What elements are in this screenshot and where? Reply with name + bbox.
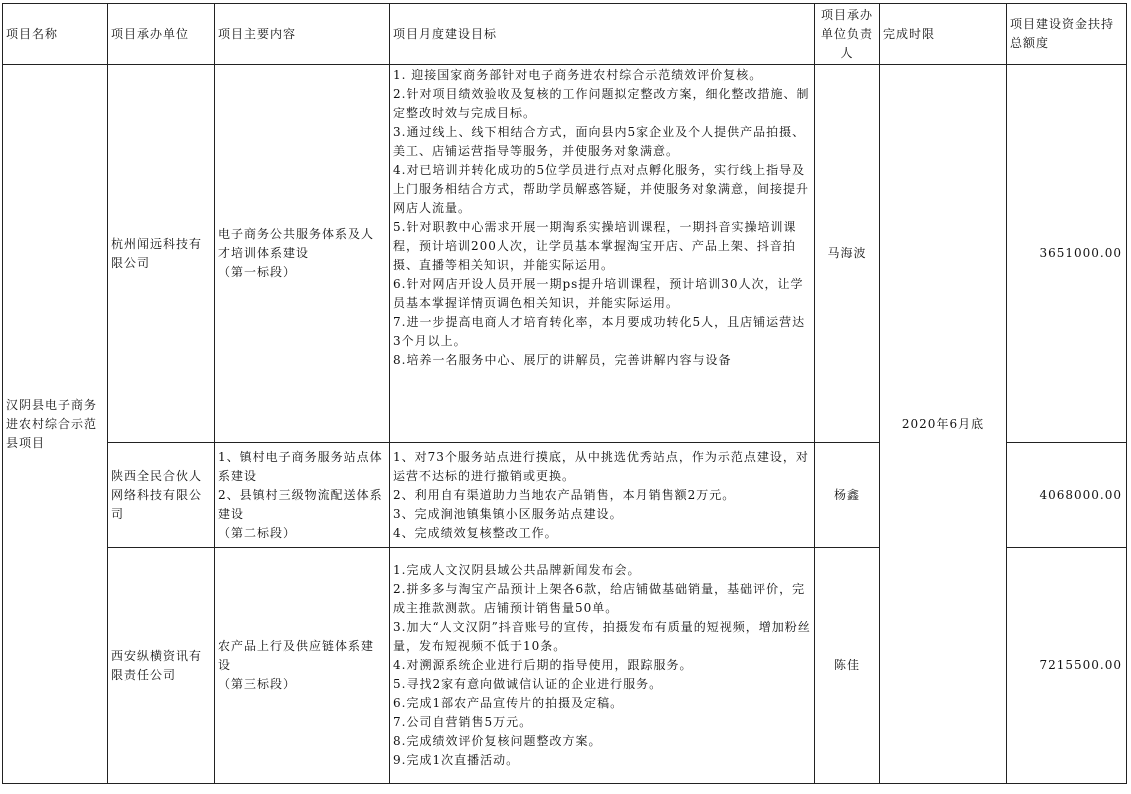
- goal-line: 2.针对项目绩效验收及复核的工作问题拟定整改方案，细化整改措施、制定整改时效与完成目标。: [393, 87, 810, 120]
- content-line: （第三标段）: [218, 677, 297, 691]
- content-line: （第一标段）: [218, 265, 297, 279]
- goal-line: 7.进一步提高电商人才培育转化率，本月要成功转化5人，且店铺运营达3个月以上。: [393, 315, 806, 348]
- goals-cell[interactable]: [390, 443, 815, 548]
- goal-line: 1. 迎接国家商务部针对电子商务进农村综合示范绩效评价复核。: [393, 68, 763, 82]
- funds-cell[interactable]: 3651000.00: [1007, 65, 1127, 443]
- unit-cell[interactable]: 西安纵横资讯有限责任公司: [108, 548, 215, 784]
- content-line: 电子商务公共服务体系及人才培训体系建设: [218, 227, 375, 260]
- goal-line: 1.完成人文汉阴县域公共品牌新闻发布会。: [393, 563, 641, 577]
- funds-cell[interactable]: 4068000.00: [1007, 443, 1127, 548]
- content-line: 1、镇村电子商务服务站点体系建设: [218, 449, 383, 483]
- unit-cell[interactable]: 陕西全民合伙人网络科技有限公司: [108, 443, 215, 548]
- goal-line: 1、对73个服务站点进行摸底，从中挑选优秀站点，作为示范点建设，对运营不达标的进行撤销或更换。: [393, 449, 809, 483]
- content-line: （第二标段）: [218, 525, 297, 540]
- content-cell[interactable]: [215, 548, 390, 784]
- goal-line: 4.对已培训并转化成功的5位学员进行点对点孵化服务，实行线上指导及上门服务相结合方式，帮助学员解惑答疑，并使服务对象满意，间接提升网店人流量。: [393, 163, 810, 215]
- content-line: 农产品上行及供应链体系建设: [218, 639, 375, 672]
- goal-line: 9.完成1次直播活动。: [393, 753, 520, 767]
- header-name[interactable]: 项目名称: [3, 4, 108, 65]
- goal-line: 8.培养一名服务中心、展厅的讲解员，完善讲解内容与设备: [393, 353, 732, 367]
- content-cell[interactable]: [215, 65, 390, 443]
- goal-line: 6.针对网店开设人员开展一期ps提升培训课程，预计培训30人次，让学员基本掌握详情页调色相关知识，并能实际运用。: [393, 277, 804, 310]
- goal-line: 4.对溯源系统企业进行后期的指导使用，跟踪服务。: [393, 658, 693, 672]
- person-cell[interactable]: 杨鑫: [815, 443, 880, 548]
- project-table: [2, 3, 1127, 784]
- funds-cell[interactable]: 7215500.00: [1007, 548, 1127, 784]
- goal-line: 7.公司自营销售5万元。: [393, 715, 533, 729]
- person-cell[interactable]: 马海波: [815, 65, 880, 443]
- goal-line: 8.完成绩效评价复核问题整改方案。: [393, 734, 602, 748]
- header-funds[interactable]: 项目建设资金扶持总额度: [1007, 4, 1127, 65]
- goals-cell[interactable]: [390, 548, 815, 784]
- deadline-cell[interactable]: 2020年6月底: [880, 65, 1007, 784]
- project-name-cell[interactable]: 汉阴县电子商务进农村综合示范县项目: [3, 65, 108, 784]
- goal-line: 5.针对职教中心需求开展一期淘系实操培训课程，一期抖音实操培训课程，预计培训200人次，让学员基本掌握淘宝开店、产品上架、抖音拍摄、直播等相关知识，并能实际运用。: [393, 220, 797, 272]
- header-person[interactable]: 项目承办单位负责人: [815, 4, 880, 65]
- goal-line: 3.加大“人文汉阴”抖音账号的宣传，拍摄发布有质量的短视频，增加粉丝量，发布短视频不低于10条。: [393, 620, 811, 653]
- header-unit[interactable]: 项目承办单位: [108, 4, 215, 65]
- header-row: [3, 4, 1127, 65]
- content-cell[interactable]: [215, 443, 390, 548]
- goals-cell[interactable]: [390, 65, 815, 443]
- content-line: 2、县镇村三级物流配送体系建设: [218, 487, 383, 521]
- goal-line: 5.寻找2家有意向做诚信认证的企业进行服务。: [393, 677, 663, 691]
- header-deadline[interactable]: 完成时限: [880, 4, 1007, 65]
- goal-line: 3、完成涧池镇集镇小区服务站点建设。: [393, 506, 623, 521]
- goal-line: 2.拼多多与淘宝产品预计上架各6款，给店铺做基础销量，基础评价，完成主推款测款。店铺预计销售量50单。: [393, 582, 806, 615]
- header-content[interactable]: 项目主要内容: [215, 4, 390, 65]
- unit-cell[interactable]: 杭州闻远科技有限公司: [108, 65, 215, 443]
- person-cell[interactable]: 陈佳: [815, 548, 880, 784]
- table-row: [3, 65, 1127, 443]
- goal-line: 4、完成绩效复核整改工作。: [393, 525, 558, 540]
- header-goals[interactable]: 项目月度建设目标: [390, 4, 815, 65]
- goal-line: 6.完成1部农产品宣传片的拍摄及定稿。: [393, 696, 624, 710]
- goal-line: 2、利用自有渠道助力当地农产品销售，本月销售额2万元。: [393, 487, 736, 502]
- goal-line: 3.通过线上、线下相结合方式，面向县内5家企业及个人提供产品拍摄、美工、店铺运营指导等服务，并使服务对象满意。: [393, 125, 806, 158]
